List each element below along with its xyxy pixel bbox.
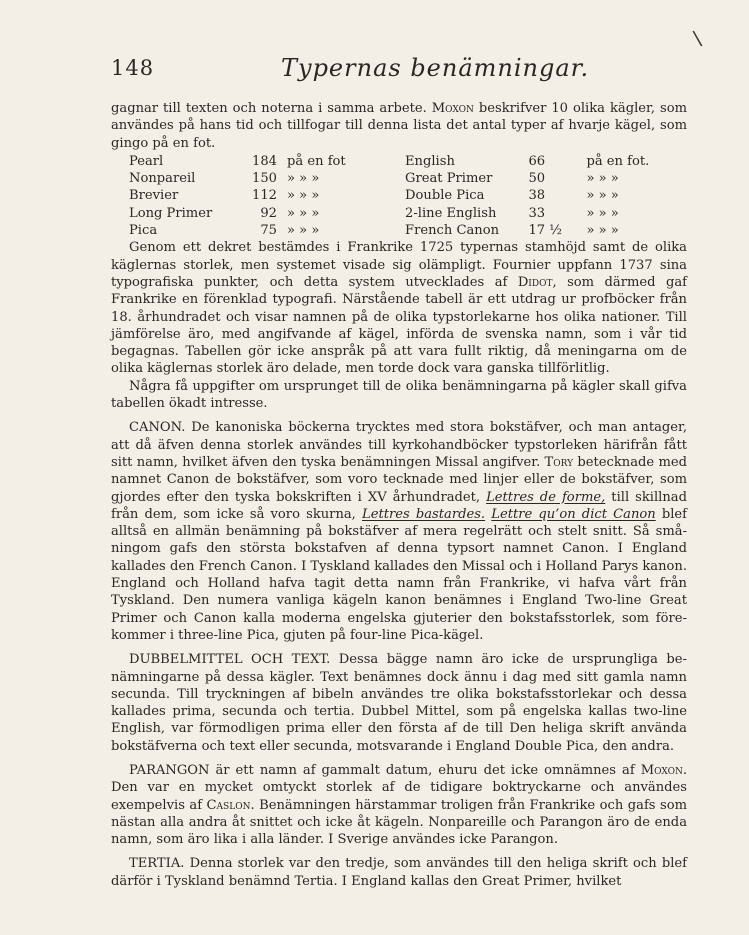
size-count-cell: 66 — [528, 153, 546, 169]
text-run: till skillnad från dem, som icke så voro skurna, — [111, 489, 687, 522]
page-header — [111, 54, 686, 88]
text-run: , som därmed gaf Frankrike en förenklad typografi. Närstående tabell är ett utdrag ur profböcker från 18. århundradet och visar namnen på de olika typstorlekarne hos olika nationer. Till jämförelse äro, med angifvande af kägel, införda de svenska namn, som i vår tid begagnas. Tabellen gör icke anspråk på att vara fullt riktig, då meningarna om de olika käglernas storlek äro delade, men torde dock vara ganska tillförlitlig. — [111, 274, 687, 377]
text-run: PARANGON är ett namn af gammalt datum, ehuru det icke omnämnes af — [129, 762, 641, 778]
text-run: . Den var en mycket omtyckt storlek af de tidigare boktryckarne och användes exempelvis af — [111, 762, 687, 813]
size-unit-cell: » » » — [586, 223, 619, 239]
size-name-cell: Brevier — [129, 188, 179, 204]
term-lettres-bastardes: Lettres bastardes. — [362, 506, 486, 522]
section-tertia: TERTIA. Denna storlek var den tredje, som användes till den heliga skrift och blef därför i Tyskland benämnd Tertia. I England kallas den Great Primer, hvilket — [111, 856, 687, 889]
size-name-cell: Pearl — [129, 153, 164, 169]
type-sizes-table — [129, 153, 669, 239]
name-tory: Tory — [544, 454, 574, 470]
size-unit-cell: på en fot — [287, 153, 346, 169]
text-run: Genom ett dekret bestämdes i Frankrike 1725 typernas stamhöjd samt de olika käglernas storlek, men systemet visade sig olämpligt. Fournier uppfann 1737 sina typografiska punkter, och detta system utvecklades af — [111, 240, 687, 290]
size-unit-cell: » » » — [586, 205, 619, 221]
name-didot: Didot — [517, 274, 553, 290]
table-row — [129, 187, 669, 204]
size-name-cell: Double Pica — [405, 188, 485, 204]
size-name-cell: Pica — [129, 223, 158, 239]
text-run: gagnar till texten och noterna i samma arbete. — [111, 101, 432, 116]
paragraph-genom — [111, 239, 687, 377]
size-unit-cell: » » » — [287, 171, 320, 187]
size-unit-cell: » » » — [586, 188, 619, 204]
size-unit-cell: » » » — [287, 188, 320, 204]
size-unit-cell: » » » — [287, 205, 320, 221]
intro-paragraph — [111, 100, 687, 152]
size-name-cell: Nonpareil — [129, 171, 196, 187]
size-name-cell: Long Primer — [129, 205, 213, 221]
size-count-cell: 184 — [252, 153, 277, 169]
term-lettre-canon: Lettre qu’on dict Canon — [491, 506, 656, 522]
size-name-cell: 2-line English — [405, 205, 497, 221]
table-row — [129, 222, 669, 239]
paragraph-nagra: Några få uppgifter om ursprunget till de olika benämningarna på kägler skall gifva tabellen ökadt intresse. — [111, 378, 687, 412]
size-unit-cell: » » » — [586, 171, 619, 187]
table-row — [129, 153, 669, 170]
size-count-cell: 150 — [252, 171, 277, 187]
name-moxon: Moxon — [640, 762, 683, 778]
size-count-cell: 38 — [528, 188, 546, 204]
section-canon — [111, 419, 687, 644]
text-run: . Benämningen härstammar troligen från Frankrike och gafs som nästan alla andra åt snittet och icke åt kägeln. Nonpareille och Parangon äro de enda namn, som äro lika i alla länder. I Sverige användes icke Parangon. — [111, 797, 687, 848]
text-run: beskrifver 10 olika kägler, som användes på hans tid och tillfogar till denna lista det antal typer af hvarje kägel, som gingo på en fot. — [111, 101, 688, 151]
text-run: CANON. De kanoniska böckerna trycktes med stora bokstäfver, och man antager, att då äfven denna storlek användes till kyrkohandböcker typstorleken härifrån fått sitt namn, hvilket äfven den tyska benämningen Missal angifver. — [111, 420, 687, 470]
table-row — [129, 205, 669, 222]
text-run: blef alltså en allmän benämning på bokstäfver af mera regelrätt och stelt snitt. Så småningom gafs den största bokstafven af denna typsort namnet Canon. I England kallades den French Canon. I Tyskland kallades den Missal och i Holland Parys kanon. England och Holland hafva tagit detta namn från Frankrike, vi hafva vårt från Tyskland. Den numera vanliga kägeln kanon benämnes i England Two-line Great Primer och Canon kalla moderna engelska gjuterier den bokstafsstorlek, som förekommer i three-line Pica, gjuten på four-line Pica-kägel. — [111, 506, 688, 643]
section-dubbelmittel: DUBBELMITTEL OCH TEXT. Dessa bägge namn äro icke de ursprungliga benämningarne på dessa kägler. Text benämnes dock ännu i dag med sitt gamla namn secunda. Till tryckningen af bibeln användes tre olika bokstafsstorlekar och dessa kallades prima, secunda och tertia. Dubbel Mittel, som på engelska kallas two-line English, var förmodligen prima eller den första af de till Den heliga skrift använda bokstäfverna och text eller secunda, motsvarande i England Double Pica, den andra. — [111, 652, 687, 754]
page-body — [111, 100, 687, 890]
size-count-cell: 75 — [260, 223, 277, 239]
size-count-cell: 92 — [260, 205, 277, 221]
section-parangon — [111, 762, 687, 848]
size-unit-cell: » » » — [287, 223, 320, 239]
size-name-cell: English — [405, 153, 455, 169]
text-run: betecknade med namnet Canon de bokstäfver, som voro tecknade med linjer eller de bokstäfver, som gjordes efter den tyska bokskriften i XV århundradet, — [111, 454, 687, 505]
size-name-cell: French Canon — [405, 223, 500, 239]
size-unit-cell: på en fot. — [586, 153, 650, 169]
size-count-cell: 33 — [528, 205, 546, 221]
size-name-cell: Great Primer — [405, 171, 493, 187]
name-moxon: Moxon — [431, 101, 474, 116]
margin-mark: \ — [691, 25, 704, 51]
term-lettres-de-forme: Lettres de forme, — [486, 489, 606, 505]
name-caslon: Caslon — [206, 797, 251, 813]
page-number: 148 — [111, 56, 155, 80]
size-count-cell: 112 — [252, 188, 277, 204]
table-row — [129, 170, 669, 187]
size-count-cell: 17 ½ — [528, 223, 562, 239]
size-count-cell: 50 — [528, 171, 546, 187]
running-title: Typernas benämningar. — [281, 54, 590, 82]
